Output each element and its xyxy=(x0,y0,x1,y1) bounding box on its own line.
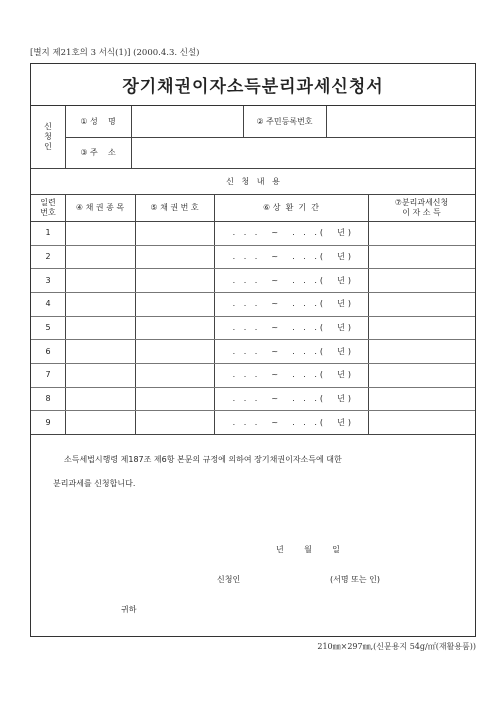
row-number: 2 xyxy=(45,251,51,261)
name-label: ① 성 명 xyxy=(80,117,116,126)
repayment-period-field[interactable]: . . . ~ . . .( 년) xyxy=(232,417,354,427)
bond-type-field[interactable] xyxy=(65,339,135,363)
interest-income-field[interactable] xyxy=(368,387,475,411)
interest-income-field[interactable] xyxy=(368,339,475,363)
row-number: 3 xyxy=(45,275,51,285)
repayment-period-field[interactable]: . . . ~ . . .( 년) xyxy=(232,275,354,285)
bond-type-field[interactable] xyxy=(65,268,135,292)
repayment-period-field[interactable]: . . . ~ . . .( 년) xyxy=(232,394,354,404)
application-form xyxy=(30,63,476,637)
bond-number-field[interactable] xyxy=(135,245,214,269)
bond-number-field[interactable] xyxy=(135,316,214,340)
bond-type-header: ④ 채 권 종 목 xyxy=(75,203,125,212)
serial-header: 일련 번호 xyxy=(40,197,56,217)
resident-id-field[interactable] xyxy=(326,106,475,137)
interest-income-field[interactable] xyxy=(368,221,475,245)
interest-income-field[interactable] xyxy=(368,363,475,387)
bond-type-field[interactable] xyxy=(65,245,135,269)
application-date: 년 월 일 xyxy=(276,545,340,554)
applicant-signature-label: 신청인 xyxy=(217,575,241,584)
row-number: 4 xyxy=(45,299,51,309)
bond-number-field[interactable] xyxy=(135,292,214,316)
bond-number-field[interactable] xyxy=(135,221,214,245)
bond-type-field[interactable] xyxy=(65,410,135,434)
bond-number-field[interactable] xyxy=(135,410,214,434)
repayment-period-header: ⑥ 상 환 기 간 xyxy=(263,203,319,212)
paper-spec-footer: 210㎜×297㎜,(신문용지 54g/㎡(재활용품)) xyxy=(317,642,476,651)
row-number: 8 xyxy=(45,394,51,404)
row-number: 1 xyxy=(45,228,51,238)
row-number: 5 xyxy=(45,323,51,332)
bond-number-field[interactable] xyxy=(135,339,214,363)
resident-id-label: ② 주민등록번호 xyxy=(256,117,313,126)
bond-type-field[interactable] xyxy=(65,292,135,316)
declaration-line-1: 소득세법시행령 제187조 제6항 본문의 규정에 의하여 장기채권이자소득에 대한 xyxy=(64,455,342,464)
section-title: 신 청 내 용 xyxy=(226,176,280,186)
table-row xyxy=(31,221,475,245)
table-row xyxy=(31,316,475,340)
form-title: 장기채권이자소득분리과세신청서 xyxy=(31,64,475,106)
repayment-period-field[interactable]: . . . ~ . . .( 년) xyxy=(232,299,354,309)
repayment-period-field[interactable]: . . . ~ . . .( 년) xyxy=(232,346,354,356)
interest-income-field[interactable] xyxy=(368,268,475,292)
table-row xyxy=(31,292,475,316)
table-row xyxy=(31,410,475,434)
bond-type-field[interactable] xyxy=(65,363,135,387)
address-field[interactable] xyxy=(131,137,475,168)
applicant-group-label: 신 청 인 xyxy=(44,122,52,151)
table-row xyxy=(31,245,475,269)
repayment-period-field[interactable]: . . . ~ . . .( 년) xyxy=(232,228,354,238)
repayment-period-field[interactable]: . . . ~ . . .( 년) xyxy=(232,323,354,332)
bond-type-field[interactable] xyxy=(65,387,135,411)
address-label: ③ 주 소 xyxy=(80,148,116,157)
interest-income-field[interactable] xyxy=(368,410,475,434)
interest-income-field[interactable] xyxy=(368,316,475,340)
repayment-period-field[interactable]: . . . ~ . . .( 년) xyxy=(232,370,354,380)
declaration-line-2: 분리과세를 신청합니다. xyxy=(53,479,136,488)
bond-number-field[interactable] xyxy=(135,268,214,292)
table-row xyxy=(31,268,475,292)
bond-type-field[interactable] xyxy=(65,316,135,340)
bond-type-field[interactable] xyxy=(65,221,135,245)
table-row xyxy=(31,363,475,387)
row-number: 9 xyxy=(45,417,51,427)
addressee-label: 귀하 xyxy=(121,605,137,614)
form-number-note: [별지 제21호의 3 서식(1)] (2000.4.3. 신설) xyxy=(30,48,200,58)
bond-number-field[interactable] xyxy=(135,363,214,387)
table-row xyxy=(31,387,475,411)
interest-income-field[interactable] xyxy=(368,292,475,316)
repayment-period-field[interactable]: . . . ~ . . .( 년) xyxy=(232,251,354,261)
separate-tax-income-header: ⑦분리과세신청 이 자 소 득 xyxy=(394,197,449,217)
bond-number-header: ⑤ 채 권 번 호 xyxy=(150,203,199,212)
row-number: 6 xyxy=(45,346,51,356)
row-number: 7 xyxy=(45,370,51,380)
bond-number-field[interactable] xyxy=(135,387,214,411)
interest-income-field[interactable] xyxy=(368,245,475,269)
signature-or-seal[interactable]: (서명 또는 인) xyxy=(330,575,380,584)
table-row xyxy=(31,339,475,363)
name-field[interactable] xyxy=(131,106,243,137)
